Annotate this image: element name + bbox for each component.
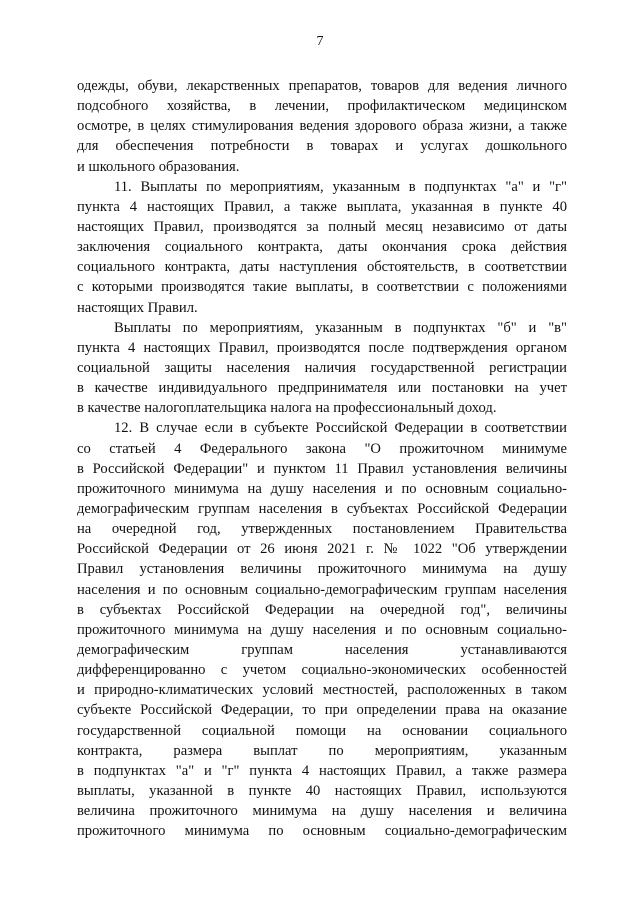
text-line: пункта 4 настоящих Правил, а также выплата, указанная в пункте 40 [77, 198, 567, 215]
text-line: и природно-климатических условий местностей, расположенных в таком [77, 682, 567, 699]
text-line: подсобного хозяйства, в лечении, профилактическом медицинском [77, 98, 567, 115]
text-line: с которыми производятся такие выплаты, в соответствии с положениями [77, 279, 567, 296]
text-line: выплаты, указанной в пункте 40 настоящих Правил, используются [77, 782, 567, 799]
text-line: прожиточного минимума на душу населения и по основным социально- [77, 480, 567, 497]
text-line: настоящих Правил, производятся за полный месяц независимо от даты [77, 218, 567, 235]
text-line: одежды, обуви, лекарственных препаратов, товаров для ведения личного [77, 78, 567, 94]
text-line: в подпунктах "а" и "г" пункта 4 настоящих Правил, а также размера [77, 762, 567, 779]
text-line: настоящих Правил. [77, 299, 198, 316]
text-line: на очередной год, утвержденных постановлением Правительства [77, 521, 567, 538]
text-line: контракта, размера выплат по мероприятиям, указанным [77, 742, 567, 759]
text-line: для обеспечения потребности в товарах и услугах дошкольного [77, 138, 567, 155]
text-line: заключения социального контракта, даты окончания срока действия [77, 239, 567, 256]
text-line: в качестве индивидуального предпринимателя или постановки на учет [77, 380, 567, 397]
page-number: 7 [316, 34, 324, 49]
text-line: демографическим группам населения в субъектах Российской Федерации [77, 500, 567, 517]
document-body [77, 76, 567, 841]
paragraph-first-line: 12. В случае если в субъекте Российской Федерации в соответствии [114, 420, 567, 437]
paragraph-first-line: Выплаты по мероприятиям, указанным в подпунктах "б" и "в" [114, 319, 567, 336]
text-line: пункта 4 настоящих Правил, производятся после подтверждения органом [77, 339, 567, 356]
text-line: в Российской Федерации" и пунктом 11 Правил установления величины [77, 460, 567, 477]
text-line: населения и по основным социально-демографическим группам населения [77, 581, 567, 598]
text-line: демографическим группам населения устанавливаются [77, 641, 567, 658]
text-line: прожиточного минимума на душу населения и по основным социально- [77, 621, 567, 638]
text-line: субъекте Российской Федерации, то при определении права на оказание [77, 702, 567, 719]
text-line: государственной социальной помощи на основании социального [77, 722, 567, 739]
text-line: Российской Федерации от 26 июня 2021 г. № 1022 "Об утверждении [77, 541, 567, 558]
text-line: в субъектах Российской Федерации на очередной год", величины [77, 601, 567, 618]
text-line: социальной защиты населения наличия государственной регистрации [77, 359, 567, 376]
text-line: дифференцированно с учетом социально-экономических особенностей [77, 662, 567, 679]
text-line: в качестве налогоплательщика налога на профессиональный доход. [77, 400, 497, 417]
text-line: Правил установления величины прожиточного минимума на душу [77, 561, 567, 578]
text-line: и школьного образования. [77, 158, 240, 175]
paragraph-first-line: 11. Выплаты по мероприятиям, указанным в подпунктах "а" и "г" [114, 178, 567, 195]
text-line: осмотре, в целях стимулирования ведения здорового образа жизни, а также [77, 118, 567, 135]
text-line: социального контракта, даты наступления обстоятельств, в соответствии [77, 259, 567, 276]
text-line: со статьей 4 Федерального закона "О прожиточном минимуме [77, 440, 567, 457]
text-line: величина прожиточного минимума на душу населения и величина [77, 803, 567, 820]
text-line: прожиточного минимума по основным социально-демографическим [77, 823, 567, 840]
